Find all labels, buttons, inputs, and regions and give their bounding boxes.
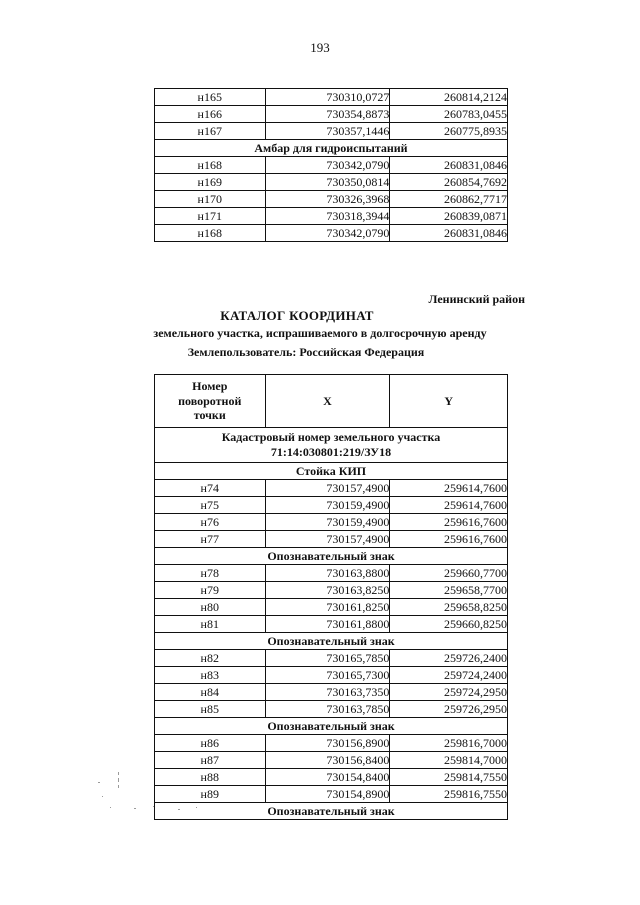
header-y: Y: [390, 375, 508, 428]
table2-body: [155, 375, 508, 820]
point-number-cell: н170: [155, 191, 266, 208]
cadastral-cell: [155, 428, 508, 463]
coordinates-table-continued: [154, 88, 508, 242]
point-row: [155, 582, 508, 599]
point-row: [155, 514, 508, 531]
header-point-number: [155, 375, 266, 428]
cadastral-number: 71:14:030801:219/ЗУ18: [270, 445, 392, 459]
point-number-cell: н89: [155, 786, 266, 803]
y-coordinate-cell: 259616,7600: [390, 514, 508, 531]
point-number-cell: н171: [155, 208, 266, 225]
y-coordinate-cell: 260775,8935: [390, 123, 508, 140]
speck: [102, 796, 103, 797]
point-row: [155, 599, 508, 616]
land-user-text: Землепользователь: Российская Федерация: [187, 345, 425, 359]
x-coordinate-cell: 730159,4900: [265, 514, 390, 531]
x-coordinate-cell: 730342,0790: [265, 157, 390, 174]
speck: [110, 807, 111, 808]
point-row: [155, 208, 508, 225]
x-coordinate-cell: 730156,8900: [265, 735, 390, 752]
x-coordinate-cell: 730154,8400: [265, 769, 390, 786]
catalog-title: [0, 308, 640, 324]
x-coordinate-cell: 730318,3944: [265, 208, 390, 225]
point-number-cell: н168: [155, 157, 266, 174]
section-label: Опознавательный знак: [155, 718, 508, 735]
point-row: [155, 106, 508, 123]
catalog-subtitle-text: земельного участка, испрашиваемого в долгосрочную аренду: [153, 326, 487, 340]
y-coordinate-cell: 259614,7600: [390, 480, 508, 497]
header-number-line: Номер: [192, 379, 228, 394]
point-row: [155, 701, 508, 718]
x-coordinate-cell: 730310,0727: [265, 89, 390, 106]
point-number-cell: н86: [155, 735, 266, 752]
catalog-title-text: КАТАЛОГ КООРДИНАТ: [220, 308, 374, 323]
y-coordinate-cell: 259726,2950: [390, 701, 508, 718]
point-number-cell: н167: [155, 123, 266, 140]
point-number-cell: н76: [155, 514, 266, 531]
y-coordinate-cell: 260831,0846: [390, 225, 508, 242]
speck: [153, 806, 154, 807]
x-coordinate-cell: 730163,8250: [265, 582, 390, 599]
point-row: [155, 123, 508, 140]
x-coordinate-cell: 730157,4900: [265, 531, 390, 548]
y-coordinate-cell: 259726,2400: [390, 650, 508, 667]
section-row: [155, 548, 508, 565]
point-number-cell: н83: [155, 667, 266, 684]
y-coordinate-cell: 259724,2950: [390, 684, 508, 701]
point-row: [155, 735, 508, 752]
y-coordinate-cell: 260783,0455: [390, 106, 508, 123]
point-number-cell: н85: [155, 701, 266, 718]
x-coordinate-cell: 730161,8800: [265, 616, 390, 633]
x-coordinate-cell: 730326,3968: [265, 191, 390, 208]
land-user: [0, 345, 640, 360]
y-coordinate-cell: 259816,7000: [390, 735, 508, 752]
point-number-cell: н87: [155, 752, 266, 769]
y-coordinate-cell: 259814,7550: [390, 769, 508, 786]
x-coordinate-cell: 730157,4900: [265, 480, 390, 497]
x-coordinate-cell: 730161,8250: [265, 599, 390, 616]
y-coordinate-cell: 259658,8250: [390, 599, 508, 616]
y-coordinate-cell: 259814,7000: [390, 752, 508, 769]
x-coordinate-cell: 730163,7850: [265, 701, 390, 718]
point-number-cell: н169: [155, 174, 266, 191]
point-row: [155, 174, 508, 191]
table-header-row: [155, 375, 508, 428]
header-number-line: поворотной: [178, 393, 242, 408]
section-row: [155, 140, 508, 157]
cadastral-row: [155, 428, 508, 463]
x-coordinate-cell: 730357,1446: [265, 123, 390, 140]
point-row: [155, 650, 508, 667]
point-number-cell: н166: [155, 106, 266, 123]
section-label: Опознавательный знак: [155, 633, 508, 650]
speck: [196, 807, 197, 808]
point-number-cell: н75: [155, 497, 266, 514]
y-coordinate-cell: 259816,7550: [390, 786, 508, 803]
y-coordinate-cell: 259658,7700: [390, 582, 508, 599]
point-row: [155, 480, 508, 497]
point-number-cell: н81: [155, 616, 266, 633]
point-row: [155, 89, 508, 106]
point-row: [155, 616, 508, 633]
point-row: [155, 667, 508, 684]
section-row: [155, 633, 508, 650]
point-row: [155, 497, 508, 514]
point-number-cell: н77: [155, 531, 266, 548]
point-row: [155, 684, 508, 701]
point-row: [155, 157, 508, 174]
scan-specks: [98, 772, 208, 812]
point-row: [155, 191, 508, 208]
point-number-cell: н84: [155, 684, 266, 701]
x-coordinate-cell: 730342,0790: [265, 225, 390, 242]
point-number-cell: н82: [155, 650, 266, 667]
y-coordinate-cell: 260854,7692: [390, 174, 508, 191]
speck: [98, 782, 100, 783]
y-coordinate-cell: 260862,7717: [390, 191, 508, 208]
x-coordinate-cell: 730165,7300: [265, 667, 390, 684]
y-coordinate-cell: 259660,8250: [390, 616, 508, 633]
point-number-cell: н78: [155, 565, 266, 582]
x-coordinate-cell: 730159,4900: [265, 497, 390, 514]
section-label: Амбар для гидроиспытаний: [155, 140, 508, 157]
section-label: Опознавательный знак: [155, 548, 508, 565]
point-number-cell: н165: [155, 89, 266, 106]
x-coordinate-cell: 730154,8900: [265, 786, 390, 803]
header-number-line: точки: [193, 408, 226, 423]
page-number: 193: [310, 40, 330, 55]
point-row: [155, 531, 508, 548]
point-row: [155, 225, 508, 242]
y-coordinate-cell: 259614,7600: [390, 497, 508, 514]
point-row: [155, 752, 508, 769]
speck: [118, 785, 119, 788]
point-number-cell: н74: [155, 480, 266, 497]
speck: [178, 809, 180, 810]
header-x: X: [265, 375, 390, 428]
section-row: [155, 463, 508, 480]
y-coordinate-cell: 260814,2124: [390, 89, 508, 106]
x-coordinate-cell: 730163,7350: [265, 684, 390, 701]
x-coordinate-cell: 730354,8873: [265, 106, 390, 123]
point-number-cell: н88: [155, 769, 266, 786]
table1-body: [155, 89, 508, 242]
x-coordinate-cell: 730165,7850: [265, 650, 390, 667]
speck: [118, 778, 119, 782]
speck: [134, 808, 136, 809]
coordinates-catalog-table: [154, 374, 508, 820]
section-label: Опознавательный знак: [155, 803, 508, 820]
catalog-subtitle: [0, 326, 640, 341]
point-number-cell: н168: [155, 225, 266, 242]
x-coordinate-cell: 730350,0814: [265, 174, 390, 191]
y-coordinate-cell: 259616,7600: [390, 531, 508, 548]
y-coordinate-cell: 260831,0846: [390, 157, 508, 174]
cadastral-label: Кадастровый номер земельного участка: [221, 430, 441, 444]
point-number-cell: н80: [155, 599, 266, 616]
section-label: Стойка КИП: [155, 463, 508, 480]
point-number-cell: н79: [155, 582, 266, 599]
y-coordinate-cell: 260839,0871: [390, 208, 508, 225]
y-coordinate-cell: 259660,7700: [390, 565, 508, 582]
x-coordinate-cell: 730163,8800: [265, 565, 390, 582]
x-coordinate-cell: 730156,8400: [265, 752, 390, 769]
section-row: [155, 718, 508, 735]
district-label: Ленинский район: [428, 292, 525, 306]
y-coordinate-cell: 259724,2400: [390, 667, 508, 684]
point-row: [155, 565, 508, 582]
speck: [118, 772, 119, 775]
